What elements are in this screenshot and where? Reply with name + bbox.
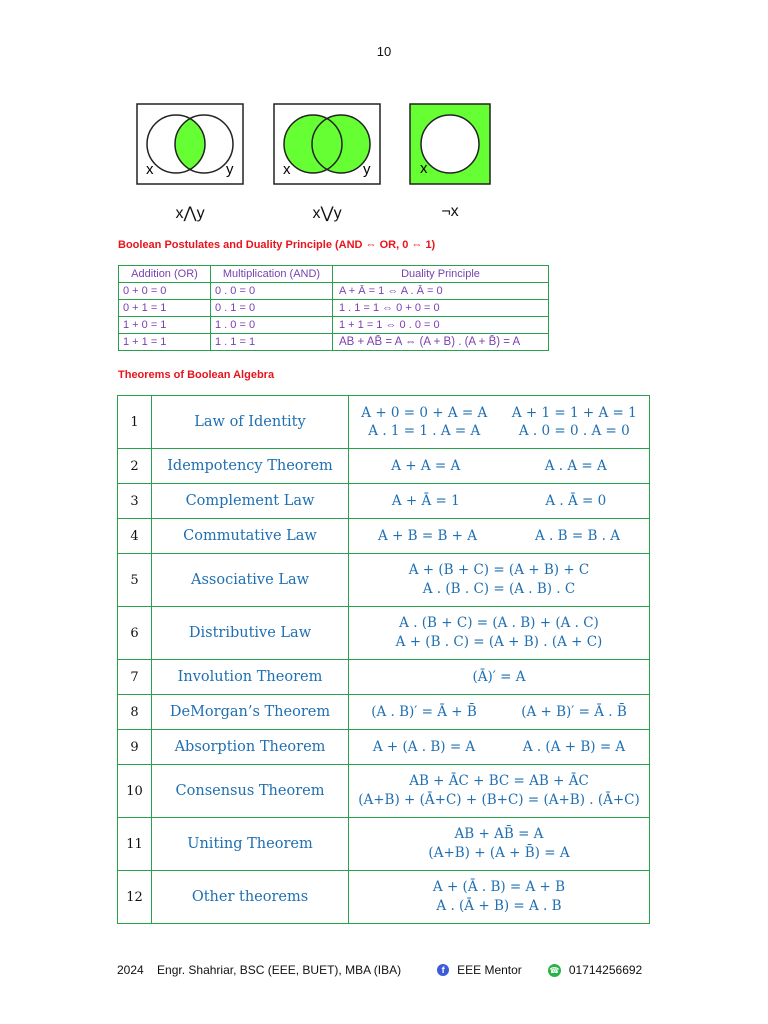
theorem-name: Complement Law <box>152 484 349 519</box>
theorem-number: 5 <box>118 554 152 607</box>
table-cell: AB + AB̄ = A ⇔ (A + B) . (A + B̄) = A <box>333 334 549 351</box>
facebook-icon: f <box>437 964 449 976</box>
theorem-name: Involution Theorem <box>152 660 349 695</box>
theorems-title: Theorems of Boolean Algebra <box>118 369 275 381</box>
venn-or-y: y <box>363 161 371 178</box>
theorem-number: 1 <box>118 396 152 449</box>
theorem-name: Consensus Theorem <box>152 765 349 818</box>
table-row <box>118 818 650 871</box>
table-cell: 1 . 0 = 0 <box>211 317 333 334</box>
formula-line: (A + B)′ = Ā . B̄ <box>521 704 627 720</box>
footer-phone: 01714256692 <box>568 963 643 977</box>
table-cell: 1 + 0 = 1 <box>119 317 211 334</box>
formula-line: A . (B . C) = (A . B) . C <box>422 581 576 597</box>
theorem-name: Associative Law <box>152 554 349 607</box>
formula-line: A . Ā = 0 <box>545 493 607 509</box>
theorem-formula <box>349 871 650 924</box>
venn-or-diagram <box>273 103 381 185</box>
table-cell: 1 . 1 = 1 ⇔ 0 + 0 = 0 <box>333 300 549 317</box>
theorem-name: Commutative Law <box>152 519 349 554</box>
theorem-formula <box>349 765 650 818</box>
table-row <box>118 695 650 730</box>
table-row <box>118 871 650 924</box>
formula-line: AB + AB̄ = A <box>454 826 544 842</box>
col-addition: Addition (OR) <box>119 266 211 283</box>
theorem-formula <box>349 519 650 554</box>
formula-line: A . A = A <box>544 458 607 474</box>
table-row <box>118 449 650 484</box>
theorem-name: Idempotency Theorem <box>152 449 349 484</box>
theorem-name: Law of Identity <box>152 396 349 449</box>
table-cell: 1 + 1 = 1 <box>119 334 211 351</box>
formula-line: A . (A + B) = A <box>522 739 626 755</box>
col-duality: Duality Principle <box>333 266 549 283</box>
col-multiplication: Multiplication (AND) <box>211 266 333 283</box>
theorem-number: 4 <box>118 519 152 554</box>
table-cell: 1 + 1 = 1 ⇔ 0 . 0 = 0 <box>333 317 549 334</box>
formula-line: (Ā)′ = A <box>472 669 526 685</box>
theorem-formula <box>349 695 650 730</box>
formula-line: A + (B + C) = (A + B) + C <box>408 562 590 578</box>
table-row <box>118 396 650 449</box>
theorem-name: Uniting Theorem <box>152 818 349 871</box>
theorem-formula <box>349 660 650 695</box>
formula-line: A + 0 = 0 + A = A <box>361 405 488 421</box>
venn-not-label: ¬x <box>441 203 459 220</box>
postulates-title: Boolean Postulates and Duality Principle (AND ⇔ OR, 0 ⇔ 1) <box>118 239 436 251</box>
formula-line: A + 1 = 1 + A = 1 <box>511 405 637 421</box>
theorem-number: 6 <box>118 607 152 660</box>
formula-line: A . (B + C) = (A . B) + (A . C) <box>399 615 599 631</box>
table-row <box>118 660 650 695</box>
table-cell: 0 + 1 = 1 <box>119 300 211 317</box>
table-cell: 0 . 1 = 0 <box>211 300 333 317</box>
formula-line: A . (Ā + B) = A . B <box>436 898 562 914</box>
theorem-formula <box>349 484 650 519</box>
formula-line: AB + ĀC + BC = AB + ĀC <box>409 773 589 789</box>
whatsapp-icon: ☎ <box>549 965 560 975</box>
theorem-formula <box>349 449 650 484</box>
table-cell: 0 . 0 = 0 <box>211 283 333 300</box>
table-row <box>118 484 650 519</box>
theorems-table <box>117 395 650 924</box>
page-footer <box>117 963 642 977</box>
theorem-formula <box>349 818 650 871</box>
theorem-number: 10 <box>118 765 152 818</box>
page-number: 10 <box>376 44 392 59</box>
venn-and-diagram <box>136 103 244 185</box>
theorem-number: 8 <box>118 695 152 730</box>
theorem-formula <box>349 730 650 765</box>
table-cell: 0 + 0 = 0 <box>119 283 211 300</box>
formula-line: A + Ā = 1 <box>391 493 460 509</box>
formula-line: A + (A . B) = A <box>372 739 476 755</box>
venn-not-diagram <box>409 103 491 185</box>
formula-line: (A+B) + (Ā+C) + (B+C) = (A+B) . (Ā+C) <box>358 792 640 808</box>
footer-facebook-name: EEE Mentor <box>457 963 522 977</box>
formula-line: A + A = A <box>391 458 461 474</box>
theorem-number: 7 <box>118 660 152 695</box>
theorem-name: DeMorgan’s Theorem <box>152 695 349 730</box>
table-row <box>118 730 650 765</box>
formula-line: A . 1 = 1 . A = A <box>368 423 481 439</box>
table-cell: A + Ā = 1 ⇔ A . Ā = 0 <box>333 283 549 300</box>
theorem-formula <box>349 396 650 449</box>
postulates-table <box>118 265 549 351</box>
theorem-name: Distributive Law <box>152 607 349 660</box>
table-cell: 1 . 1 = 1 <box>211 334 333 351</box>
formula-line: A . B = B . A <box>535 528 620 544</box>
venn-and-label: x⋀y <box>175 205 205 222</box>
venn-and-y: y <box>226 161 234 178</box>
theorem-number: 9 <box>118 730 152 765</box>
formula-line: A + (Ā . B) = A + B <box>432 879 566 895</box>
theorem-name: Absorption Theorem <box>152 730 349 765</box>
theorem-formula <box>349 554 650 607</box>
venn-not-x: x <box>420 160 428 177</box>
theorem-number: 2 <box>118 449 152 484</box>
table-row <box>118 765 650 818</box>
footer-author: 2024 Engr. Shahriar, BSC (EEE, BUET), MBA (IBA) <box>117 963 402 977</box>
table-row <box>118 519 650 554</box>
formula-line: (A+B) + (A + B̄) = A <box>428 845 570 861</box>
theorem-number: 3 <box>118 484 152 519</box>
table-row <box>118 554 650 607</box>
theorem-number: 12 <box>118 871 152 924</box>
formula-line: A . 0 = 0 . A = 0 <box>518 423 630 439</box>
formula-line: A + B = B + A <box>377 528 478 544</box>
theorem-number: 11 <box>118 818 152 871</box>
formula-line: (A . B)′ = Ā + B̄ <box>371 704 477 720</box>
venn-or-x: x <box>283 161 291 178</box>
table-row <box>118 607 650 660</box>
theorem-name: Other theorems <box>152 871 349 924</box>
formula-line: A + (B . C) = (A + B) . (A + C) <box>395 634 603 650</box>
venn-and-x: x <box>146 161 154 178</box>
venn-or-label: x⋁y <box>312 205 342 222</box>
theorem-formula <box>349 607 650 660</box>
